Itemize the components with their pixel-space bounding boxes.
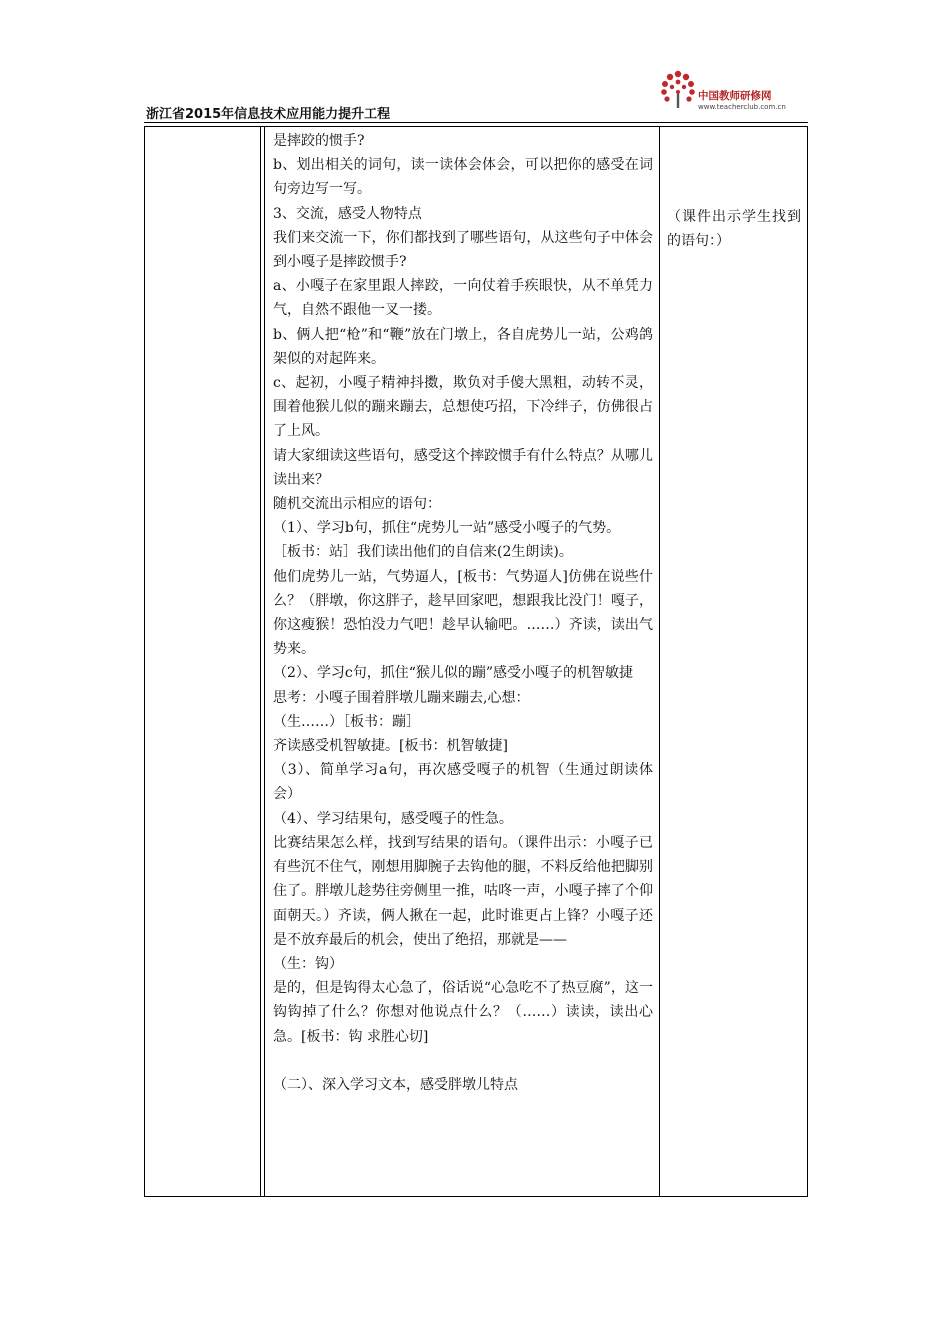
paragraph: （1）、学习b句，抓住“虎势儿一站”感受小嘎子的气势。 [273, 520, 621, 537]
paragraph: 比赛结果怎么样，找到写结果的语句。（课件出示：小嘎子已有些沉不住气，刚想用脚腕子去钩他的腿，不料反给他把脚别住了。胖墩儿趁势往旁侧里一推，咕咚一声，小嘎子摔了个仰面朝天。）齐读，俩人揪在一起，此时谁更占上锋？小嘎子还是不放弃最后的机会，使出了绝招，那就是—— [273, 834, 653, 948]
paragraph: （3）、简单学习a句，再次感受嘎子的机智（生通过朗读体会） [273, 762, 653, 803]
paragraph: 思考：小嘎子围着胖墩儿蹦来蹦去,心想： [273, 689, 530, 706]
side-note: （课件出示学生找到的语句：） [667, 209, 801, 249]
paragraph: （生：钩） [273, 955, 343, 972]
teaching-process-cell [273, 129, 653, 1097]
lesson-table [144, 126, 808, 1197]
paragraph: 他们虎势儿一站，气势逼人，[板书：气势逼人]仿佛在说些什么？（胖墩，你这胖子，趁早回家吧，想跟我比没门！嘎子，你这瘦猴！恐怕没力气吧！趁早认输吧。……）齐读，读出气势来。 [273, 568, 653, 658]
logo-url: www.teacherclub.com.cn [698, 103, 786, 111]
paragraph: a、小嘎子在家里跟人摔跤，一向仗着手疾眼快，从不单凭力气，自然不跟他一叉一搂。 [273, 278, 653, 319]
header-rule [144, 122, 808, 123]
paragraph: b、划出相关的词句，读一读体会体会，可以把你的感受在词句旁边写一写。 [273, 157, 653, 198]
logo-name: 中国教师研修网 [698, 90, 772, 102]
paragraph: 请大家细读这些语句，感受这个摔跤惯手有什么特点？从哪儿读出来？ [273, 447, 653, 488]
paragraph: c、起初，小嘎子精神抖擞，欺负对手傻大黑粗，动转不灵，围着他猴儿似的蹦来蹦去，总想使巧招，下冷绊子，仿佛很占了上风。 [273, 375, 653, 440]
column-divider [264, 127, 265, 1196]
teacherclub-logo [658, 66, 808, 122]
blank-line [273, 1049, 653, 1073]
column-divider [260, 127, 261, 1196]
paragraph: 是的，但是钩得太心急了，俗话说“心急吃不了热豆腐”，这一钩钩掉了什么？你想对他说点什么？（……）读读，读出心急。[板书：钩 求胜心切] [273, 980, 653, 1045]
logo-flower-icon [658, 68, 698, 112]
paragraph: ［板书：站］我们读出他们的自信来(2生朗读)。 [273, 544, 573, 561]
paragraph: 是摔跤的惯手? [273, 133, 365, 149]
header-title: 浙江省2015年信息技术应用能力提升工程 [146, 107, 391, 122]
paragraph: b、俩人把“枪”和“鞭”放在门墩上，各自虎势儿一站，公鸡鸽架似的对起阵来。 [273, 326, 653, 367]
paragraph: 我们来交流一下，你们都找到了哪些语句，从这些句子中体会到小嘎子是摔跤惯手? [273, 229, 653, 271]
paragraph: 随机交流出示相应的语句： [273, 496, 441, 513]
section-heading: （二）、深入学习文本，感受胖墩儿特点 [273, 1076, 518, 1093]
paragraph: （生……）［板书：蹦］ [273, 713, 420, 730]
paragraph: （2）、学习c句，抓住“猴儿似的蹦”感受小嘎子的机智敏捷 [273, 665, 634, 682]
paragraph: （4）、学习结果句，感受嘎子的性急。 [273, 810, 513, 827]
column-divider [659, 127, 660, 1196]
paragraph: 齐读感受机智敏捷。[板书：机智敏捷] [273, 738, 508, 755]
paragraph: 3、交流，感受人物特点 [273, 205, 422, 222]
